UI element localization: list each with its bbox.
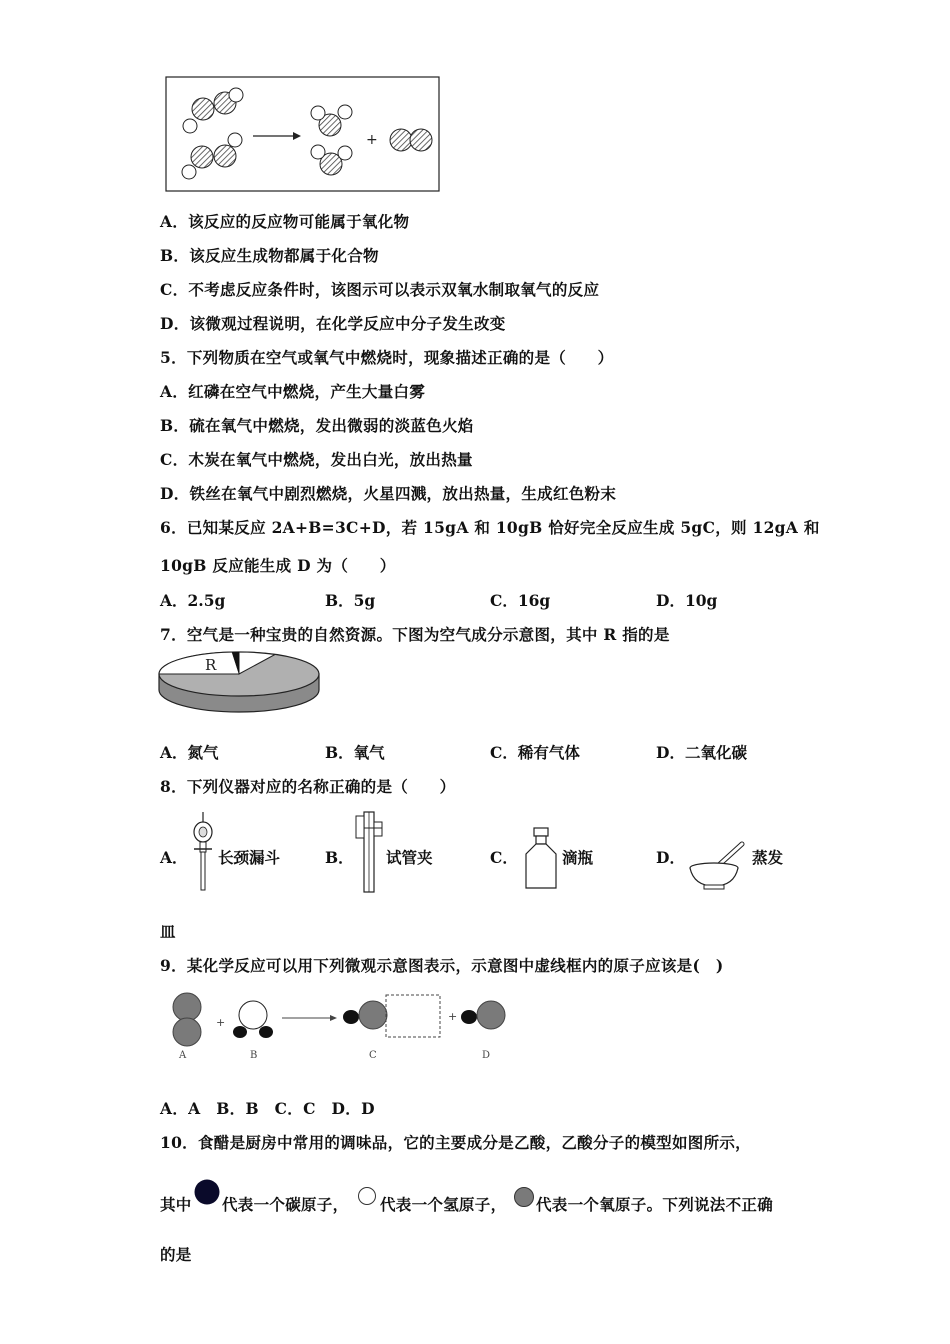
q7-option-c: C．稀有气体 bbox=[490, 743, 580, 762]
q8-letter-d: D． bbox=[656, 848, 685, 867]
q5-option-b: B．硫在氧气中燃烧，发出微弱的淡蓝色火焰 bbox=[160, 416, 474, 435]
q4-option-b: B．该反应生成物都属于化合物 bbox=[160, 246, 379, 265]
q7-option-b: B．氧气 bbox=[325, 743, 385, 762]
q4-option-a: A．该反应的反应物可能属于氧化物 bbox=[160, 212, 410, 231]
air-composition-pie bbox=[157, 650, 323, 718]
q5-option-c: C．木炭在氧气中燃烧，发出白光，放出热量 bbox=[160, 450, 473, 469]
q6-stem-line2: 10gB 反应能生成 D 为（ ） bbox=[160, 556, 396, 575]
q5-stem: 5．下列物质在空气或氧气中燃烧时，现象描述正确的是（ ） bbox=[160, 348, 614, 367]
q9-molecule-c bbox=[343, 1001, 387, 1029]
q8-name-b: 试管夹 bbox=[386, 848, 433, 867]
q9-dashed-box bbox=[386, 995, 440, 1037]
q8-letter-a: A． bbox=[160, 848, 188, 867]
q10-line2-d: 代表一个氧原子。下列说法不正确 bbox=[536, 1195, 774, 1214]
mortar-icon bbox=[686, 838, 748, 894]
q9-label-a: A bbox=[179, 1050, 187, 1061]
q9-plus-2: + bbox=[448, 1010, 458, 1023]
oxygen-atom-icon bbox=[513, 1186, 535, 1208]
q9-options: A．A B．B C．C D．D bbox=[160, 1099, 375, 1118]
q9-molecule-d bbox=[461, 1001, 505, 1029]
q7-option-d: D．二氧化碳 bbox=[656, 743, 747, 762]
q9-plus-1: + bbox=[216, 1016, 226, 1029]
q8-name-d: 蒸发 bbox=[752, 848, 784, 867]
q8-name-a: 长颈漏斗 bbox=[218, 848, 281, 867]
q10-line2-c: 代表一个氢原子， bbox=[380, 1195, 507, 1214]
q4-reaction-diagram bbox=[165, 76, 441, 193]
q9-stem: 9．某化学反应可以用下列微观示意图表示，示意图中虚线框内的原子应该是( ) bbox=[160, 956, 724, 975]
carbon-atom-icon bbox=[193, 1178, 221, 1206]
q10-line2-b: 代表一个碳原子， bbox=[222, 1195, 349, 1214]
funnel-icon bbox=[188, 812, 218, 892]
q9-label-c: C bbox=[369, 1050, 377, 1061]
q10-stem: 10．食醋是厨房中常用的调味品，它的主要成分是乙酸，乙酸分子的模型如图所示， bbox=[160, 1133, 751, 1152]
q5-option-a: A．红磷在空气中燃烧，产生大量白雾 bbox=[160, 382, 426, 401]
q9-label-b: B bbox=[250, 1050, 258, 1061]
q6-option-d: D．10g bbox=[656, 591, 718, 610]
q10-line2-a: 其中 bbox=[160, 1195, 192, 1214]
q8-name-c: 滴瓶 bbox=[562, 848, 594, 867]
q10-line3: 的是 bbox=[160, 1245, 192, 1264]
q7-option-a: A．氮气 bbox=[160, 743, 219, 762]
q8-letter-b: B． bbox=[325, 848, 354, 867]
plus-sign: + bbox=[366, 132, 378, 148]
test-tube-clamp-icon bbox=[352, 808, 386, 894]
q5-option-d: D．铁丝在氧气中剧烈燃烧，火星四溅，放出热量，生成红色粉末 bbox=[160, 484, 617, 503]
q9-molecule-a bbox=[173, 993, 201, 1046]
hydrogen-atom-icon bbox=[357, 1186, 377, 1206]
q9-molecule-b bbox=[233, 1001, 273, 1038]
q9-arrow bbox=[282, 1015, 337, 1021]
dropper-bottle-icon bbox=[520, 826, 562, 892]
q8-stem: 8．下列仪器对应的名称正确的是（ ） bbox=[160, 777, 456, 796]
q9-reaction-diagram bbox=[160, 990, 520, 1068]
q7-stem: 7．空气是一种宝贵的自然资源。下图为空气成分示意图，其中 R 指的是 bbox=[160, 625, 670, 644]
q6-option-c: C．16g bbox=[490, 591, 551, 610]
q8-letter-c: C． bbox=[490, 848, 518, 867]
q6-stem-line1: 6．已知某反应 2A+B=3C+D，若 15gA 和 10gB 恰好完全反应生成 5gC，则 12gA 和 bbox=[160, 518, 820, 537]
q4-option-c: C．不考虑反应条件时，该图示可以表示双氧水制取氧气的反应 bbox=[160, 280, 600, 299]
q8-name-d-wrap: 皿 bbox=[160, 922, 176, 941]
q9-label-d: D bbox=[482, 1050, 491, 1061]
pie-label-r: R bbox=[205, 656, 217, 674]
q6-option-b: B．5g bbox=[325, 591, 376, 610]
q6-option-a: A．2.5g bbox=[160, 591, 226, 610]
q4-option-d: D．该微观过程说明，在化学反应中分子发生改变 bbox=[160, 314, 506, 333]
